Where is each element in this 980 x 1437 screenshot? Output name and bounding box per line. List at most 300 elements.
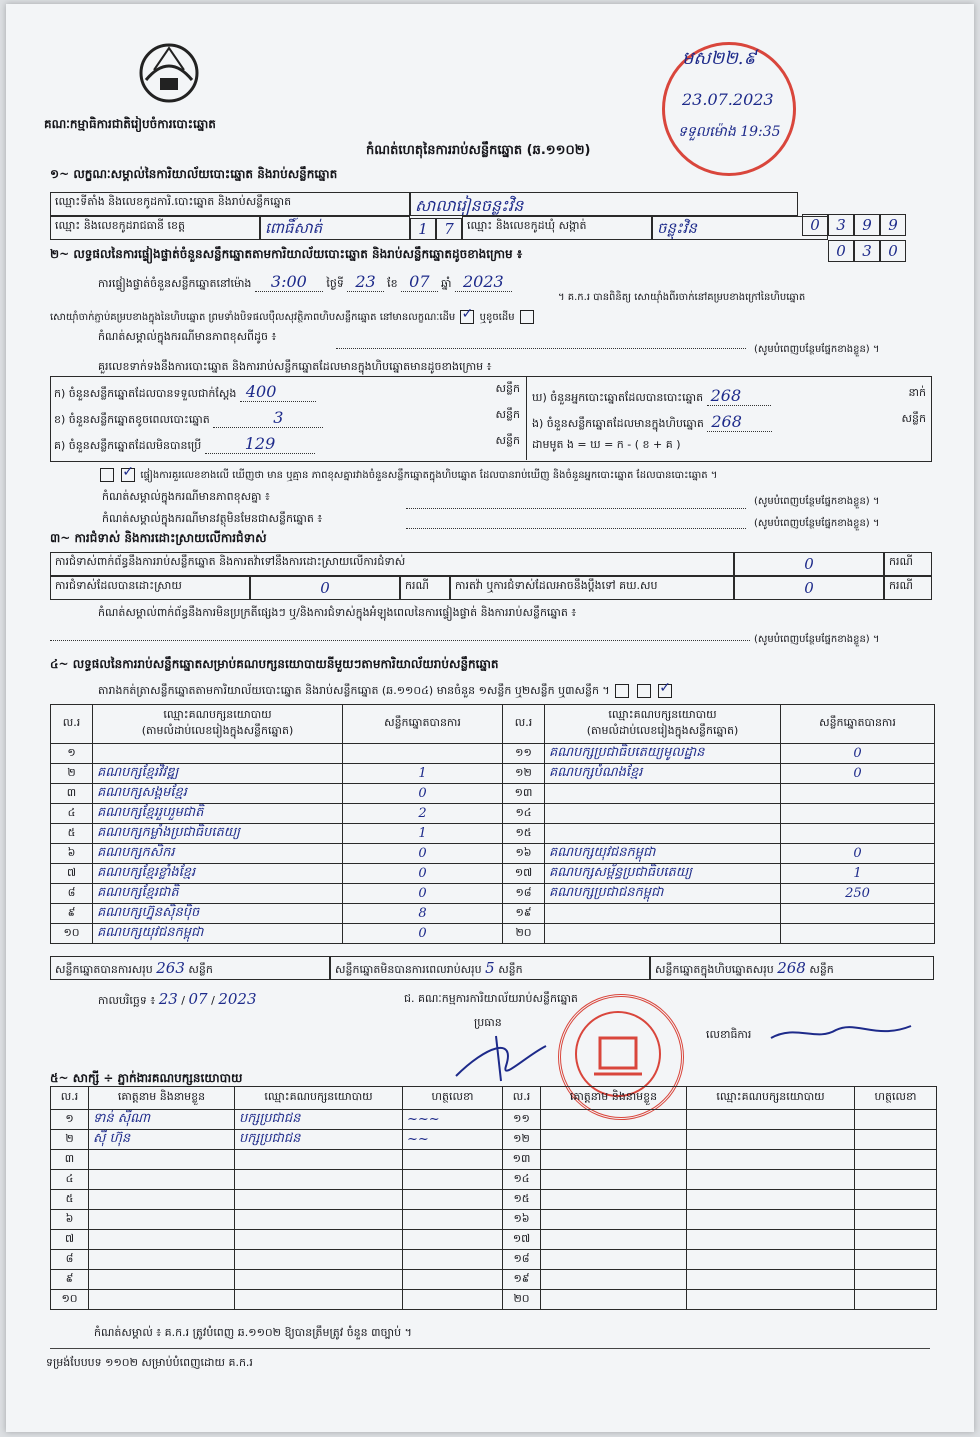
figure-c-label: គ) ចំនួនសន្លឹកឆ្នោតដែលមិនបានប្រើ — [54, 439, 202, 452]
table-row — [51, 1270, 937, 1290]
witness-name — [541, 1110, 687, 1130]
party-votes — [781, 904, 935, 924]
witness-signature — [403, 1290, 503, 1310]
row-no: ១៨ — [503, 1250, 541, 1270]
total-box-label: សន្លឹកឆ្នោតក្នុងហិបឆ្នោតសរុប — [655, 963, 774, 976]
figure-e-value: 268 — [707, 412, 772, 432]
objection-row-1-label: ការជំទាស់ពាក់ព័ន្ធនឹងការរាប់សន្លឹកឆ្នោត និងការតវ៉ាទៅនឹងការដោះស្រាយលើការជំទាស់ — [50, 552, 734, 576]
col-party: ឈ្មោះគណបក្សនយោបាយ — [235, 1087, 403, 1110]
figure-row-a — [54, 382, 520, 403]
bullet-2-dotline — [406, 528, 746, 529]
party-votes — [781, 824, 935, 844]
no-difference-checkbox[interactable] — [121, 468, 135, 482]
fill-hint: (សូមបំពេញបន្ថែមផ្នែកខាងខ្លួន) ។ — [754, 344, 880, 355]
table-row — [51, 884, 935, 904]
document-title: កំណត់ហេតុនៃការរាប់សន្លឹកឆ្នោត (ឆ.១១០២) — [366, 143, 591, 158]
row-no: ១៨ — [503, 884, 545, 904]
day-label: ថ្ងៃទី — [326, 277, 344, 290]
party-name — [545, 824, 781, 844]
col-party-title-2: ឈ្មោះគណបក្សនយោបាយ — [608, 708, 717, 721]
party-votes: 1 — [343, 764, 503, 784]
party-results-table — [50, 704, 935, 944]
secretary-label: លេខាធិការ — [706, 1028, 752, 1041]
total-valid-unit: សន្លឹក — [188, 963, 213, 976]
table-row — [51, 804, 935, 824]
row-no: ១៧ — [503, 1230, 541, 1250]
witness-name — [89, 1290, 235, 1310]
section3-heading: ៣~ ការជំទាស់ និងការដោះស្រាយលើការជំទាស់ — [50, 531, 267, 545]
table-row — [51, 744, 935, 764]
verification-time-line — [98, 272, 512, 293]
table-row — [51, 844, 935, 864]
witness-table — [50, 1086, 937, 1310]
party-name: គណបក្សបំណងខ្មែរ — [545, 764, 781, 784]
figure-d-unit: នាក់ — [908, 386, 926, 399]
table-row — [51, 864, 935, 884]
witness-party — [687, 1250, 855, 1270]
figure-d-value: 268 — [707, 386, 772, 406]
row-no: ១៣ — [503, 784, 545, 804]
witness-name — [89, 1210, 235, 1230]
province-code-digit: 7 — [436, 218, 462, 240]
party-votes: 0 — [343, 784, 503, 804]
witness-party — [235, 1210, 403, 1230]
row-no: ១ — [51, 744, 93, 764]
witness-signature — [403, 1250, 503, 1270]
row-no: ១២ — [503, 1130, 541, 1150]
footer-rule — [50, 1348, 930, 1349]
secretary-signature-icon — [766, 1014, 916, 1048]
figure-a-unit: សន្លឹក — [495, 382, 520, 395]
witness-signature — [855, 1130, 937, 1150]
objection-note-dotline — [50, 640, 750, 641]
party-votes: 1 — [343, 824, 503, 844]
witness-name — [541, 1150, 687, 1170]
year-value: 2023 — [455, 272, 512, 292]
col-votes: សន្លឹកឆ្នោតបានការ — [343, 705, 503, 744]
row-no: ១៩ — [503, 904, 545, 924]
party-name: គណបក្សកសិករ — [93, 844, 343, 864]
row-no: ១១ — [503, 1110, 541, 1130]
tally-sheet-line — [98, 684, 674, 700]
table-row — [51, 1230, 937, 1250]
party-name: គណបក្សខ្មែរវិវឌ្ឍ — [93, 764, 343, 784]
table-row — [51, 1130, 937, 1150]
formula-text: ដាមមូត ង = ឃ = ក - ( ខ + គ ) — [532, 438, 681, 451]
bullet-1-dotline — [406, 508, 746, 509]
witness-signature: ~~ — [403, 1130, 503, 1150]
party-votes: 250 — [781, 884, 935, 904]
party-name: គណបក្សសម្ព័ន្ធប្រជាធិបតេយ្យ — [545, 864, 781, 884]
table-row — [51, 1170, 937, 1190]
witness-party — [235, 1250, 403, 1270]
table-row — [51, 1110, 937, 1130]
table-row — [51, 824, 935, 844]
witness-signature — [855, 1290, 937, 1310]
province-label: ឈ្មោះ និងលេខកូដរាជធានី ខេត្ត — [50, 216, 260, 240]
row-no: ២ — [51, 1130, 89, 1150]
table-row — [51, 764, 935, 784]
seal-check-text: សោយ៉ាំចាក់ភ្ជាប់គម្របខាងក្នុងនៃហិបឆ្នោត ព្រមទាំងបិទផលប៉ឺលសុវត្ថិភាពហិបសន្លឹកឆ្នោត នៅមានលក្ខណៈដើម — [50, 312, 456, 323]
party-name: គណបក្សកម្លាំងប្រជាធិបតេយ្យ — [93, 824, 343, 844]
difference-check-line — [98, 468, 717, 483]
two-sheets-checkbox[interactable] — [637, 684, 651, 698]
nec-emblem-icon — [134, 40, 204, 106]
witness-party — [687, 1230, 855, 1250]
party-name: គណបក្សប្រជាធិបតេយ្យមូលដ្ឋាន — [545, 744, 781, 764]
witness-party — [687, 1110, 855, 1130]
stamp-line-1: មស២២.៩ — [682, 48, 757, 69]
row-no: ៣ — [51, 784, 93, 804]
figure-b-unit: សន្លឹក — [495, 408, 520, 421]
table-row — [51, 784, 935, 804]
row-no: ១៦ — [503, 844, 545, 864]
objection-row-2b-value: 0 — [734, 576, 884, 600]
row-no: ៤ — [51, 804, 93, 824]
seal-broken-label: ឬខូចដើម — [479, 312, 515, 323]
col-party-2: ឈ្មោះគណបក្សនយោបាយ — [687, 1087, 855, 1110]
witness-name — [541, 1190, 687, 1210]
witness-party — [235, 1270, 403, 1290]
objection-note: កំណត់សម្គាល់ពាក់ព័ន្ធនឹងការមិនប្រក្រតីផ្សេងៗ ឬ/និងការជំទាស់ក្នុងអំឡុងពេលនៃការផ្ទៀងផ្ទាត់ និងការរាប់សន្លឹកឆ្នោត ៖ — [98, 606, 577, 619]
witness-party — [235, 1150, 403, 1170]
witness-party: បក្សប្រជាជន — [235, 1110, 403, 1130]
table-row — [51, 1290, 937, 1310]
col-no-2: ល.រ — [503, 1087, 541, 1110]
date-month: 07 — [188, 990, 208, 1008]
figure-e-unit: សន្លឹក — [901, 412, 926, 425]
witness-signature — [403, 1190, 503, 1210]
total-box-value: 268 — [777, 959, 806, 977]
objection-row-2b-unit: ករណី — [884, 576, 932, 600]
date-year: 2023 — [218, 990, 257, 1008]
witness-name: ស៊ី ហ៊ុន — [89, 1130, 235, 1150]
party-votes — [781, 784, 935, 804]
party-name: គណបក្សខ្មែរជាតិ — [93, 884, 343, 904]
row-no: ៦ — [51, 844, 93, 864]
objection-row-1-value: 0 — [734, 552, 884, 576]
witness-signature — [403, 1150, 503, 1170]
party-name: គណបក្សយុវជនកម្ពុជា — [545, 844, 781, 864]
figure-row-d — [532, 386, 926, 407]
total-box-unit: សន្លឹក — [809, 963, 834, 976]
col-sign-2: ហត្ថលេខា — [855, 1087, 937, 1110]
time-value: 3:00 — [255, 272, 323, 292]
fill-hint-3: (សូមបំពេញបន្ថែមផ្នែកខាងខ្លួន) ។ — [754, 518, 880, 529]
figure-a-value: 400 — [240, 382, 317, 402]
bullet-difference: កំណត់សម្គាល់ក្នុងករណីមានភាពខុសគ្នា ៖ — [102, 490, 270, 503]
party-name: គណបក្សយុវជនកម្ពុជា — [93, 924, 343, 944]
objection-row-2-label: ការជំទាស់ដែលបានដោះស្រាយ — [50, 576, 250, 600]
province-code-digit: 1 — [410, 218, 436, 240]
party-name: គណបក្សហ្វ៊ុនស៊ិនប៉ិច — [93, 904, 343, 924]
table-row — [51, 1210, 937, 1230]
witness-signature — [855, 1250, 937, 1270]
col-sign: ហត្ថលេខា — [403, 1087, 503, 1110]
witness-party — [235, 1230, 403, 1250]
party-votes: 0 — [343, 924, 503, 944]
witness-signature — [403, 1270, 503, 1290]
row-no: ៨ — [51, 1250, 89, 1270]
figure-e-label: ង) ចំនួនសន្លឹកឆ្នោតដែលមានក្នុងហិបឆ្នោត — [532, 417, 704, 430]
party-votes: 0 — [343, 884, 503, 904]
witness-signature — [403, 1230, 503, 1250]
party-name: គណបក្សខ្មែរខ្លាំងខ្មែរ — [93, 864, 343, 884]
row-no: ២ — [51, 764, 93, 784]
total-valid-value: 263 — [156, 959, 185, 977]
row-no: ៧ — [51, 864, 93, 884]
col-party-sub: (តាមលំដាប់លេខរៀងក្នុងសន្លឹកឆ្នោត) — [141, 724, 294, 737]
witness-party — [687, 1150, 855, 1170]
committee-name: គណៈកម្មាធិការជាតិរៀបចំការបោះឆ្នោត — [44, 117, 216, 131]
row-no: ១៥ — [503, 1190, 541, 1210]
row-no: ៧ — [51, 1230, 89, 1250]
figure-b-label: ខ) ចំនួនសន្លឹកឆ្នោតខូចពេលបោះឆ្នោត — [54, 413, 210, 426]
row-no: ៤ — [51, 1170, 89, 1190]
party-votes: 0 — [781, 764, 935, 784]
table-row — [51, 1190, 937, 1210]
time-label: ការផ្ទៀងផ្ទាត់ចំនួនសន្លឹកឆ្នោតនៅម៉ោង — [98, 277, 252, 290]
total-invalid-value: 5 — [485, 959, 495, 977]
figure-c-value: 129 — [205, 434, 316, 454]
witness-signature — [855, 1210, 937, 1230]
table-row — [51, 1250, 937, 1270]
witness-name — [541, 1130, 687, 1150]
date-label: កាលបរិច្ឆេទ ៖ — [98, 994, 156, 1007]
witness-name — [89, 1270, 235, 1290]
figure-a-label: ក) ចំនួនសន្លឹកឆ្នោតដែលបានទទួលជាក់ស្តែង — [54, 387, 237, 400]
table-row — [51, 904, 935, 924]
party-votes — [781, 924, 935, 944]
witness-name — [541, 1230, 687, 1250]
total-valid — [50, 956, 330, 980]
party-votes: 0 — [343, 864, 503, 884]
figure-d-label: ឃ) ចំនួនអ្នកបោះឆ្នោតដែលបានបោះឆ្នោត — [532, 391, 704, 404]
table-row — [51, 924, 935, 944]
col-no: ល.រ — [51, 705, 93, 744]
witness-party — [687, 1290, 855, 1310]
witness-name — [541, 1270, 687, 1290]
date-day: 23 — [158, 990, 178, 1008]
figure-row-e — [532, 412, 926, 433]
row-no: ១៦ — [503, 1210, 541, 1230]
col-party-title: ឈ្មោះគណបក្សនយោបាយ — [163, 708, 272, 721]
objection-row-2-unit: ករណី — [400, 576, 450, 600]
witness-name — [541, 1210, 687, 1230]
witness-party — [687, 1210, 855, 1230]
col-name-2: គោត្តនាម និងនាមខ្លួន — [541, 1087, 687, 1110]
objection-row-2b-label: ការតវ៉ា ឬការជំទាស់ដែលអាចនឹងប្តឹងទៅ គឃ.សប — [450, 576, 734, 600]
row-no: ១៩ — [503, 1270, 541, 1290]
commune-code-digit: 3 — [854, 240, 880, 262]
witness-signature — [855, 1150, 937, 1170]
day-value: 23 — [347, 272, 383, 292]
figure-row-b — [54, 408, 520, 429]
total-invalid-label: សន្លឹកឆ្នោតមិនបានការពេលរាប់សរុប — [335, 963, 482, 976]
province-value: ពោធិ៍សាត់ — [260, 216, 410, 240]
party-votes: 8 — [343, 904, 503, 924]
row-no: ១៣ — [503, 1150, 541, 1170]
row-no: ១៤ — [503, 1170, 541, 1190]
objection-row-2-value: 0 — [250, 576, 400, 600]
year-label: ឆ្នាំ — [441, 277, 452, 290]
form-note: ទម្រង់បែបបទ ១១០២ សម្រាប់បំពេញដោយ គ.ក.រ — [46, 1356, 253, 1369]
seal-check-line-2 — [50, 310, 536, 325]
party-name: គណបក្សប្រជាជនកម្ពុជា — [545, 884, 781, 904]
col-name: គោត្តនាម និងនាមខ្លួន — [89, 1087, 235, 1110]
month-label: ខែ — [387, 277, 398, 290]
witness-signature — [855, 1170, 937, 1190]
difference-check-text: ផ្ទៀងការគួរលេខខាងលើ ឃើញថា មាន ឬគ្មាន ភាពខុសគ្នារវាងចំនួនសន្លឹកឆ្នោតក្នុងហិបឆ្នោត ដែលបានរាប់ឃើញ និងចំនួនអ្នកបោះឆ្នោត ដែលបានបោះឆ្នោត ។ — [140, 470, 718, 481]
commune-code-digit: 0 — [880, 240, 906, 262]
row-no: ១១ — [503, 744, 545, 764]
committee-label: ជ. គណៈកម្មការការិយាល័យរាប់សន្លឹកឆ្នោត — [404, 992, 578, 1005]
difference-note-label: កំណត់សម្គាល់ក្នុងករណីមានភាពខុសពីដូច ៖ — [98, 330, 277, 343]
party-name — [545, 904, 781, 924]
difference-note-dotline — [336, 348, 746, 349]
col-party — [93, 705, 343, 744]
row-no: ៨ — [51, 884, 93, 904]
party-name: គណបក្សខ្មែររួបរួមជាតិ — [93, 804, 343, 824]
signing-date: កាលបរិច្ឆេទ ៖ 23 / 07 / 2023 — [98, 990, 257, 1008]
col-no: ល.រ — [51, 1087, 89, 1110]
row-no: ៣ — [51, 1150, 89, 1170]
witness-party — [687, 1190, 855, 1210]
section5-heading: ៥~ សាក្សី ÷ ភ្នាក់ងារគណបក្សនយោបាយ — [50, 1071, 243, 1085]
month-value: 07 — [401, 272, 437, 292]
commune-code-digit: 0 — [828, 240, 854, 262]
witness-name — [89, 1150, 235, 1170]
party-votes: 2 — [343, 804, 503, 824]
row-no: ២០ — [503, 924, 545, 944]
form-sheet — [6, 4, 974, 1432]
witness-party — [687, 1130, 855, 1150]
witness-name — [89, 1230, 235, 1250]
witness-name — [541, 1290, 687, 1310]
row-no: ២០ — [503, 1290, 541, 1310]
witness-name — [541, 1170, 687, 1190]
footnote: កំណត់សម្គាល់ ៖ គ.ក.រ ត្រូវបំពេញ ឆ.១១០២ ឱ្យបានត្រឹមត្រូវ ចំនួន ៣ច្បាប់ ។ — [94, 1326, 412, 1339]
col-no-2: ល.រ — [503, 705, 545, 744]
witness-party — [687, 1270, 855, 1290]
one-sheet-checkbox[interactable] — [615, 684, 629, 698]
row-no: ៥ — [51, 824, 93, 844]
has-difference-checkbox[interactable] — [100, 468, 114, 482]
stamp-line-3: ទទួលម៉ោង 19:35 — [678, 124, 781, 140]
witness-name — [89, 1190, 235, 1210]
col-party-2 — [545, 705, 781, 744]
party-votes: 1 — [781, 864, 935, 884]
place-label: ឈ្មោះទីតាំង និងលេខកូដការិ.បោះឆ្នោត និងរាប់សន្លឹកឆ្នោត — [50, 192, 410, 216]
witness-signature — [403, 1210, 503, 1230]
bullet-foreign-objects: កំណត់សម្គាល់ក្នុងករណីមានវត្ថុមិនមែនជាសន្លឹកឆ្នោត ៖ — [102, 512, 323, 525]
chair-signature-icon — [446, 1026, 566, 1086]
party-name — [93, 744, 343, 764]
figure-row-c — [54, 434, 520, 455]
figures-divider — [526, 376, 527, 460]
row-no: ១ — [51, 1110, 89, 1130]
col-party-sub-2: (តាមលំដាប់លេខរៀងក្នុងសន្លឹកឆ្នោត) — [586, 724, 739, 737]
witness-signature — [855, 1190, 937, 1210]
fill-hint-4: (សូមបំពេញបន្ថែមផ្នែកខាងខ្លួន) ។ — [754, 634, 880, 645]
row-no: ១៤ — [503, 804, 545, 824]
witness-signature: ~~~ — [403, 1110, 503, 1130]
row-no: ១០ — [51, 924, 93, 944]
commune-value: ចន្លុះវិន — [652, 216, 828, 240]
witness-signature — [403, 1170, 503, 1190]
chair-label: ប្រធាន — [474, 1016, 502, 1029]
party-name — [545, 804, 781, 824]
row-no: ១០ — [51, 1290, 89, 1310]
objection-row-1-unit: ករណី — [884, 552, 932, 576]
col-votes-2: សន្លឹកឆ្នោតបានការ — [781, 705, 935, 744]
row-no: ១២ — [503, 764, 545, 784]
place-code-digit: 3 — [828, 214, 854, 236]
witness-party — [687, 1170, 855, 1190]
section4-heading: ៤~ លទ្ធផលនៃការរាប់សន្លឹកឆ្នោតសម្រាប់គណបក្សនយោបាយនីមួយៗតាមការិយាល័យរាប់សន្លឹកឆ្នោត — [50, 657, 499, 671]
figures-intro: គួរលេខទាក់ទងនឹងការបោះឆ្នោត និងការរាប់សន្លឹកឆ្នោតដែលមានក្នុងហិបឆ្នោតមានដូចខាងក្រោម ៖ — [98, 360, 492, 373]
seal-broken-checkbox[interactable] — [520, 310, 534, 324]
witness-name: ទាន់ សុីណា — [89, 1110, 235, 1130]
total-invalid-unit: សន្លឹក — [498, 963, 523, 976]
witness-signature — [855, 1270, 937, 1290]
fill-hint-2: (សូមបំពេញបន្ថែមផ្នែកខាងខ្លួន) ។ — [754, 496, 880, 507]
section1-heading: ១~ លក្ខណៈសម្គាល់នៃការិយាល័យបោះឆ្នោត និងរាប់សន្លឹកឆ្នោត — [50, 167, 338, 181]
row-no: ៩ — [51, 1270, 89, 1290]
witness-signature — [855, 1110, 937, 1130]
party-name — [545, 924, 781, 944]
row-no: ៦ — [51, 1210, 89, 1230]
three-sheets-checkbox[interactable] — [658, 684, 672, 698]
commune-label: ឈ្មោះ និងលេខកូដឃុំ សង្កាត់ — [462, 216, 652, 240]
witness-party — [235, 1170, 403, 1190]
party-votes: 0 — [781, 744, 935, 764]
witness-name — [89, 1250, 235, 1270]
figure-c-unit: សន្លឹក — [495, 434, 520, 447]
seal-check-line-1: ។ គ.ក.រ បានពិនិត្យ សោយ៉ាំងពីរចាក់នៅគម្របខាងក្រៅនៃហិបឆ្នោត — [558, 292, 806, 303]
witness-party: បក្សប្រជាជន — [235, 1130, 403, 1150]
party-votes: 0 — [781, 844, 935, 864]
row-no: ៥ — [51, 1190, 89, 1210]
table-row — [51, 1150, 937, 1170]
section2-heading: ២~ លទ្ធផលនៃការផ្ទៀងផ្ទាត់ចំនួនសន្លឹកឆ្នោតតាមការិយាល័យបោះឆ្នោត និងរាប់សន្លឹកឆ្នោតដូចខាងក្រោម ៖ — [50, 247, 523, 261]
party-votes — [781, 804, 935, 824]
place-code-digit: 9 — [880, 214, 906, 236]
witness-name — [541, 1250, 687, 1270]
row-no: ១៥ — [503, 824, 545, 844]
party-name: គណបក្សសង្គមខ្មែរ — [93, 784, 343, 804]
party-votes: 0 — [343, 844, 503, 864]
total-in-box — [650, 956, 934, 980]
figure-b-value: 3 — [213, 408, 323, 428]
total-invalid — [330, 956, 650, 980]
seal-intact-checkbox[interactable] — [460, 310, 474, 324]
place-value: សាលារៀនចន្លុះវិន — [410, 192, 798, 216]
total-valid-label: សន្លឹកឆ្នោតបានការសរុប — [55, 963, 153, 976]
witness-party — [235, 1190, 403, 1210]
witness-name — [89, 1170, 235, 1190]
stamp-line-2: 23.07.2023 — [682, 90, 774, 109]
place-code-digit: 0 — [802, 214, 828, 236]
place-code-digit: 9 — [854, 214, 880, 236]
row-no: ១៧ — [503, 864, 545, 884]
row-no: ៩ — [51, 904, 93, 924]
witness-party — [235, 1290, 403, 1310]
party-votes — [343, 744, 503, 764]
tally-sheet-intro: តារាងកត់ត្រាសន្លឹកឆ្នោតតាមការិយាល័យបោះឆ្នោត និងរាប់សន្លឹកឆ្នោត (ឆ.១១០៤) មានចំនួន ១សន្លឹក ឬ២សន្លឹក ឬ៣សន្លឹក ។ — [98, 684, 610, 697]
witness-signature — [855, 1230, 937, 1250]
party-name — [545, 784, 781, 804]
